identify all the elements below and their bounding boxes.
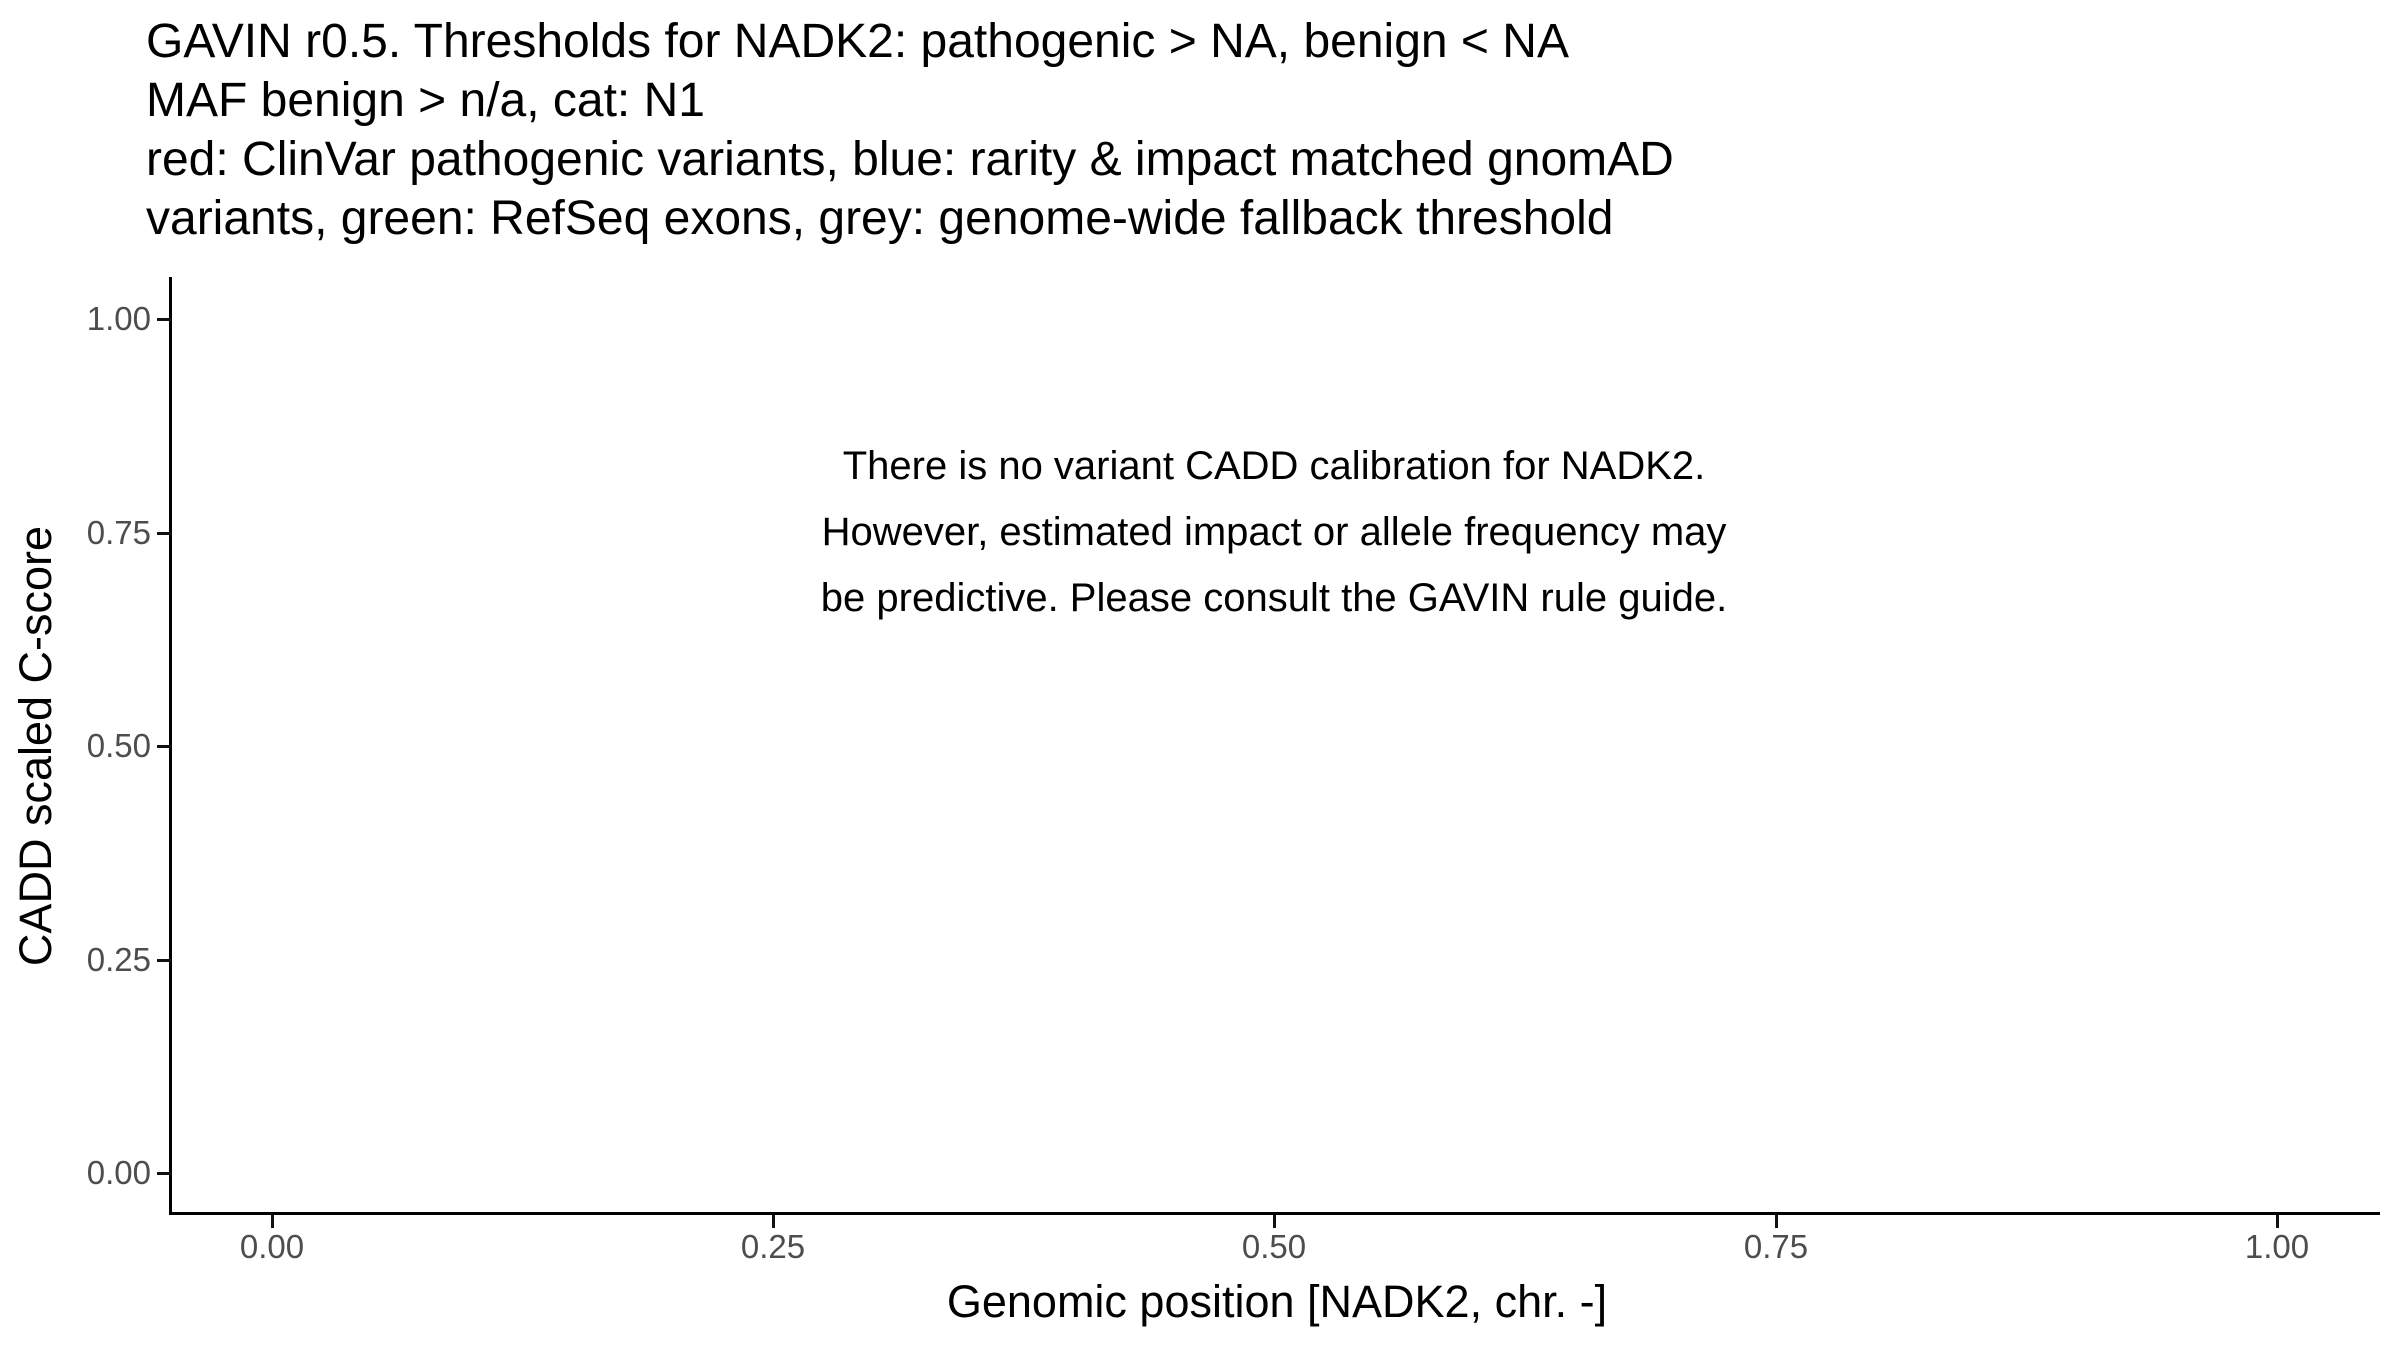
y-tick-label: 0.50 [86, 727, 151, 764]
y-tick-mark [157, 318, 171, 321]
plot-title-line-3: red: ClinVar pathogenic variants, blue: rarity & impact matched gnomAD [146, 133, 1674, 186]
x-axis-title: Genomic position [NADK2, chr. -] [946, 1276, 1608, 1327]
y-tick-mark [157, 745, 171, 748]
no-calibration-message-line-1: There is no variant CADD calibration for NADK2. [842, 444, 1706, 488]
y-axis-title: CADD scaled C-score [10, 525, 61, 967]
plot-title-line-2: MAF benign > n/a, cat: N1 [146, 74, 705, 127]
y-tick-mark [157, 1172, 171, 1175]
x-tick-label: 0.25 [740, 1228, 806, 1265]
y-tick-label: 1.00 [86, 300, 151, 337]
y-tick-label: 0.25 [86, 941, 151, 978]
no-calibration-message-line-3: be predictive. Please consult the GAVIN rule guide. [820, 576, 1728, 620]
y-tick-mark [157, 532, 171, 535]
y-tick-label: 0.00 [86, 1154, 151, 1191]
x-tick-label: 0.50 [1241, 1228, 1307, 1265]
x-tick-label: 1.00 [2244, 1228, 2310, 1265]
y-tick-mark [157, 959, 171, 962]
plot-title [146, 12, 1674, 248]
x-tick-label: 0.75 [1743, 1228, 1809, 1265]
no-calibration-message [574, 433, 1974, 631]
plot-title-line-1: GAVIN r0.5. Thresholds for NADK2: pathogenic > NA, benign < NA [146, 15, 1569, 68]
y-tick-label: 0.75 [86, 514, 151, 551]
no-calibration-message-line-2: However, estimated impact or allele frequency may [821, 510, 1727, 554]
x-tick-label: 0.00 [239, 1228, 305, 1265]
plot-title-line-4: variants, green: RefSeq exons, grey: genome-wide fallback threshold [146, 192, 1614, 245]
